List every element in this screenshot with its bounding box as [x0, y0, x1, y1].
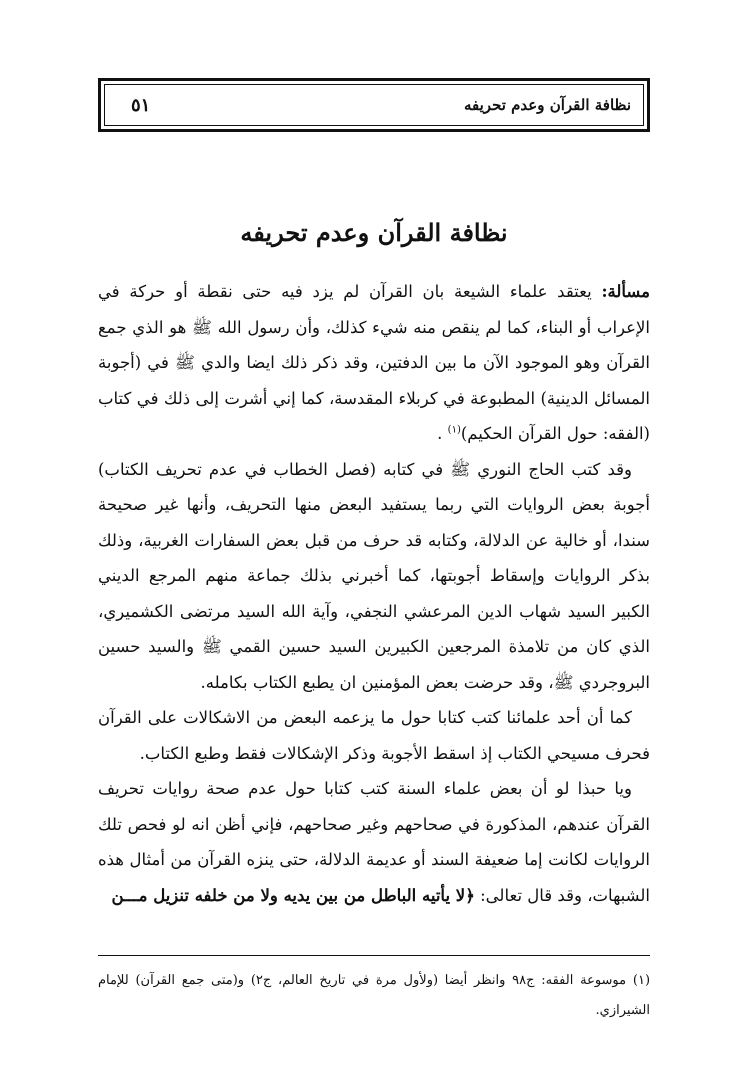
footnote-divider [98, 955, 650, 956]
chapter-title: نظافة القرآن وعدم تحريفه [240, 218, 508, 247]
body-text [98, 274, 650, 913]
running-title: نظافة القرآن وعدم تحريفه [463, 96, 631, 114]
paragraph-1 [98, 274, 650, 452]
issue-label: مسألة: [601, 282, 650, 301]
paragraph-4 [98, 771, 650, 913]
footnote-ref: (١) [447, 424, 461, 436]
page-number: ٥١ [131, 94, 151, 116]
running-header-inner [104, 84, 644, 126]
paragraph-3: كما أن أحد علمائنا كتب كتابا حول ما يزعمه البعض من الاشكالات على القرآن فحرف مسيحي الكتاب إذ اسقط الأجوبة وذكر الإشكالات فقط وطبع الكتاب. [98, 708, 650, 763]
quran-quote: ﴿لا يأتيه الباطل من بين يديه ولا من خلفه تنزيل مـــن [111, 885, 475, 905]
footnotes [98, 966, 650, 1026]
paragraph-1-end: . [437, 424, 448, 443]
running-header [98, 78, 650, 132]
footnote-1: (١) موسوعة الفقه: ج٩٨ وانظر أيضا (ولأول مرة في تاريخ العالم، ج٢) و(متى جمع القرآن) للإمام الشيرازي. [98, 973, 651, 1018]
paragraph-2: وقد كتب الحاج النوري ﷺ في كتابه (فصل الخطاب في عدم تحريف الكتاب) أجوبة بعض الروايات التي ربما يستفيد البعض منها التحريف، وأنها غير صحيحة سندا، أو خالية عن الدلالة، وكتابه قد حرف من قبل بعض السفارات الغربية، وذلك بذكر الروايات وإسقاط أجوبتها، كما أخبرني بذلك جماعة منهم المرجع الديني الكبير السيد شهاب الدين المرعشي النجفي، وآية الله السيد مرتضى الكشميري، الذي كان من تلامذة المرجعين الكبيرين السيد حسين القمي ﷺ والسيد حسين البروجردي ﷺ، وقد حرضت بعض المؤمنين ان يطبع الكتاب بكامله. [98, 459, 650, 692]
paragraph-4-text: ويا حبذا لو أن بعض علماء السنة كتب كتابا حول عدم صحة روايات تحريف القرآن عندهم، المذكورة في صحاحهم وغير صحاحهم، فإني أظن انه لو فحص تلك الروايات لكانت إما ضعيفة السند أو عديمة الدلالة، حتى ينزه القرآن من أمثال هذه الشبهات، وقد قال تعالى: [98, 779, 650, 905]
paragraph-1-text: يعتقد علماء الشيعة بان القرآن لم يزد فيه حتى نقطة أو حركة في الإعراب أو البناء، كما لم ينقص منه شيء كذلك، وأن رسول الله ﷺ هو الذي جمع القرآن وهو الموجود الآن ما بين الدفتين، وقد ذكر ذلك ايضا والدي ﷺ في (أجوبة المسائل الدينية) المطبوعة في كربلاء المقدسة، كما إني أشرت إلى ذلك في كتاب (الفقه: حول القرآن الحكيم) [98, 282, 650, 443]
